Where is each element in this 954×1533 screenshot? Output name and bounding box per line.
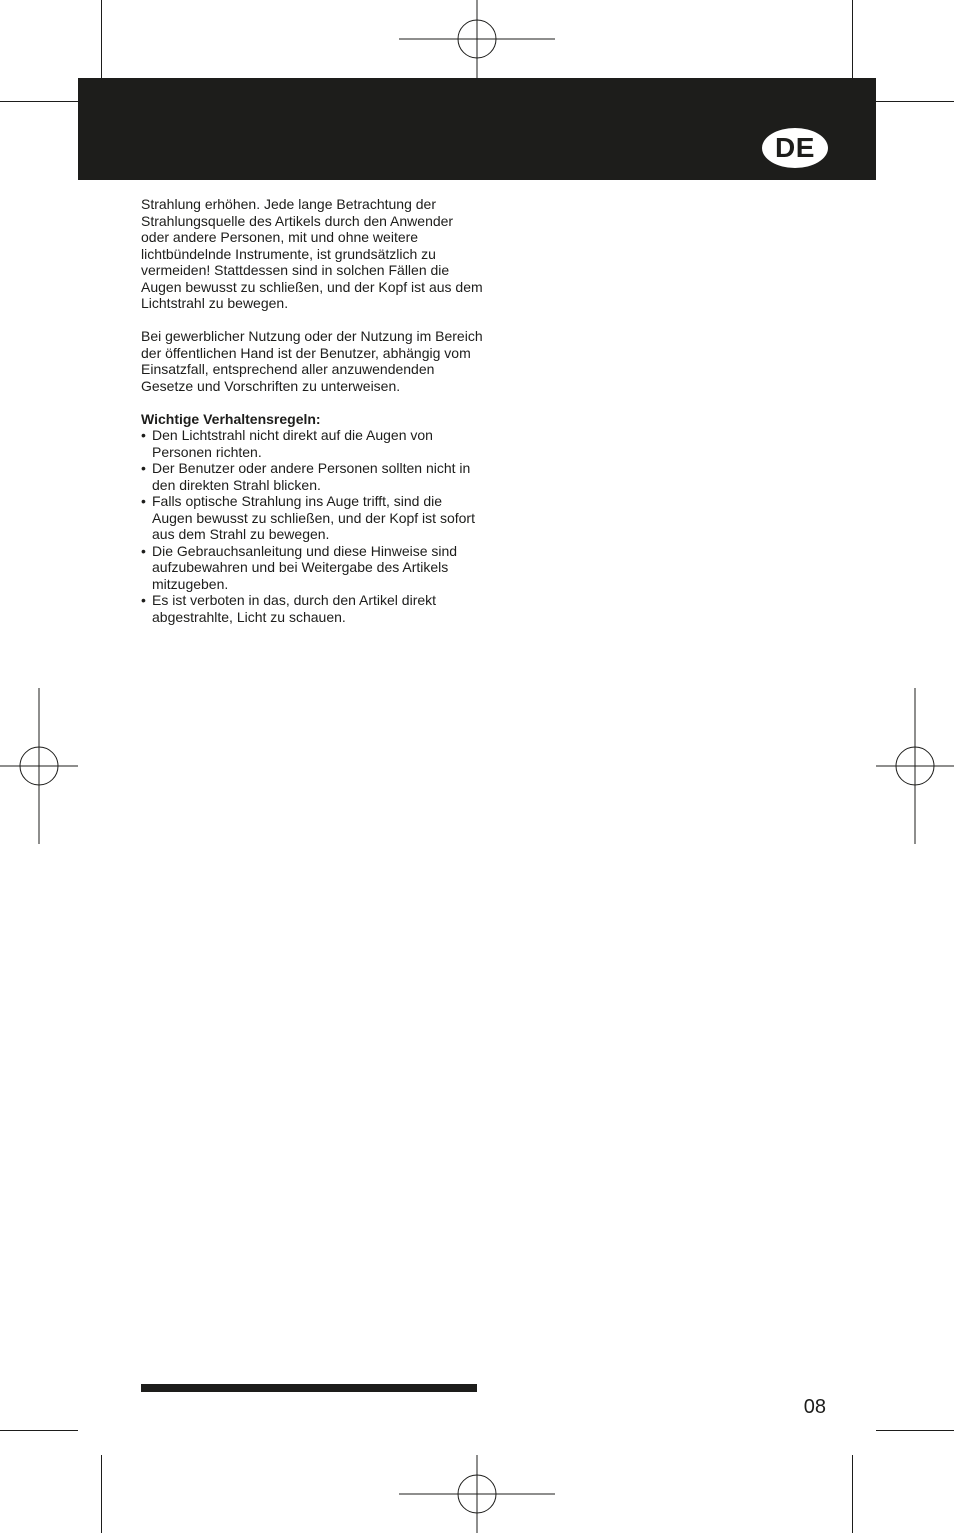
list-item: • Den Lichtstrahl nicht direkt auf die Augen von Personen richten.: [141, 427, 483, 460]
header-bar: [78, 78, 876, 180]
registration-mark-bottom-icon: [399, 1455, 555, 1533]
registration-mark-left-icon: [0, 688, 78, 844]
page-number: 08: [803, 1396, 826, 1418]
list-item: • Falls optische Strahlung ins Auge trifft, sind die Augen bewusst zu schließen, und der Kopf ist sofort aus dem Strahl zu bewegen.: [141, 493, 483, 543]
registration-mark-top-icon: [399, 0, 555, 78]
main-content: [141, 196, 483, 625]
footer-rule: [141, 1384, 477, 1392]
paragraph-radiation: Strahlung erhöhen. Jede lange Betrachtung der Strahlungsquelle des Artikels durch den Anwender oder andere Personen, mit und ohne weitere lichtbündelnde Instrumente, ist grundsätzlich zu vermeiden! Stattdessen sind in solchen Fällen die Augen bewusst zu schließen, und der Kopf ist aus dem Lichtstrahl zu bewegen.: [141, 196, 483, 311]
language-badge: DE: [762, 128, 828, 168]
rules-heading: Wichtige Verhaltensregeln:: [141, 410, 321, 427]
registration-mark-right-icon: [876, 688, 954, 844]
list-item: • Die Gebrauchsanleitung und diese Hinweise sind aufzubewahren und bei Weitergabe des Artikels mitzugeben.: [141, 543, 483, 593]
list-item: • Es ist verboten in das, durch den Artikel direkt abgestrahlte, Licht zu schauen.: [141, 592, 483, 625]
list-item: • Der Benutzer oder andere Personen sollten nicht in den direkten Strahl blicken.: [141, 460, 483, 493]
rules-list: [141, 427, 483, 625]
paragraph-commercial-use: Bei gewerblicher Nutzung oder der Nutzung im Bereich der öffentlichen Hand ist der Benutzer, abhängig vom Einsatzfall, entsprechend aller anzuwendenden Gesetze und Vorschriften zu unterweisen.: [141, 328, 483, 394]
